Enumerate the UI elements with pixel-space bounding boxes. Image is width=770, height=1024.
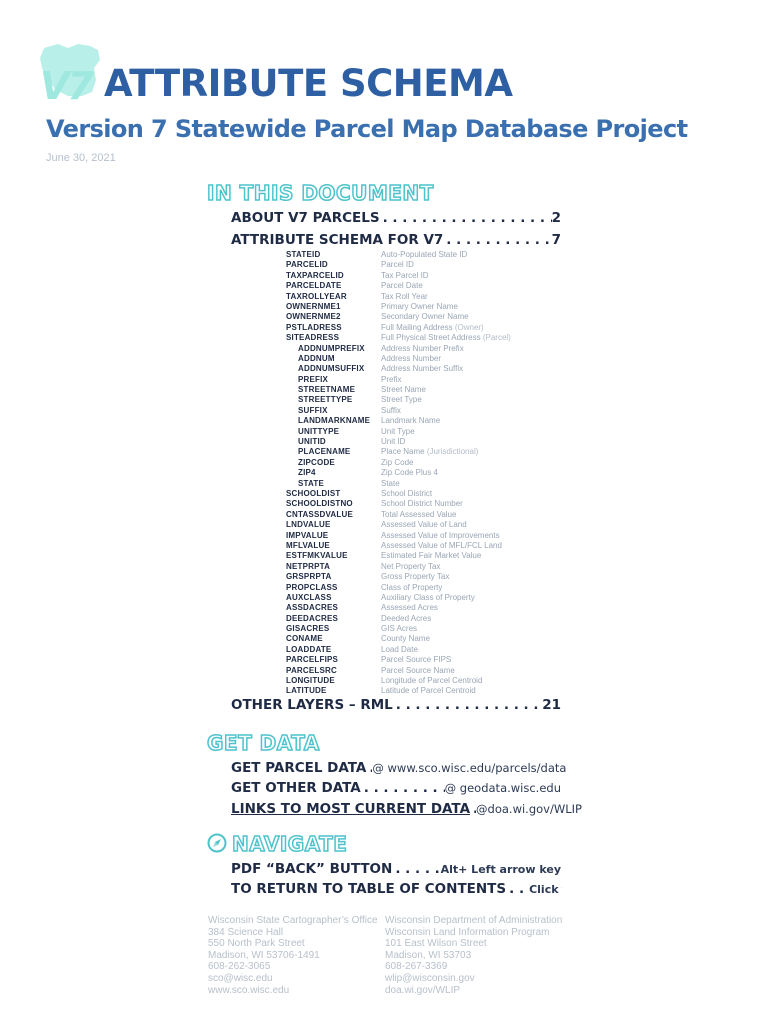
attribute-name: AUXCLASS bbox=[286, 592, 332, 602]
attribute-name: STATE bbox=[298, 478, 325, 488]
attribute-name: MFLVALUE bbox=[286, 540, 330, 550]
attribute-name: ASSDACRES bbox=[286, 603, 339, 613]
attribute-name: OWNERNME2 bbox=[286, 312, 341, 322]
attribute-row bbox=[286, 551, 586, 561]
attribute-row bbox=[286, 271, 586, 281]
attribute-description-qualifier: (Jurisdictional) bbox=[426, 447, 479, 457]
attribute-description bbox=[381, 614, 431, 624]
attribute-description bbox=[381, 489, 432, 499]
footer-line: Madison, WI 53706-1491 bbox=[208, 949, 320, 961]
link-get-parcel-data[interactable] bbox=[231, 760, 567, 776]
attribute-name: ADDNUMPREFIX bbox=[298, 343, 365, 353]
toc-label: OTHER LAYERS – RML bbox=[231, 697, 393, 713]
toc-link-other-layers[interactable] bbox=[231, 697, 561, 713]
section-heading-navigate: NAVIGATE bbox=[232, 832, 348, 856]
attribute-row bbox=[286, 520, 586, 530]
attribute-row bbox=[286, 344, 586, 354]
attribute-name: CONAME bbox=[286, 634, 323, 644]
nav-label: PDF “BACK” BUTTON bbox=[231, 861, 393, 877]
attribute-description bbox=[381, 437, 405, 447]
attribute-description bbox=[381, 250, 467, 260]
attribute-name: PARCELID bbox=[286, 260, 328, 270]
attribute-description-text: Parcel ID bbox=[381, 260, 414, 270]
attribute-description bbox=[381, 624, 417, 634]
footer-doa-contact bbox=[385, 915, 562, 996]
attribute-name: TAXPARCELID bbox=[286, 270, 344, 280]
attribute-description bbox=[381, 302, 458, 312]
nav-return-to-toc[interactable] bbox=[231, 881, 561, 897]
v7-logo: V7 bbox=[40, 64, 92, 108]
attribute-row bbox=[286, 437, 586, 447]
attribute-description-text: Suffix bbox=[381, 405, 401, 415]
attribute-description-text: Load Date bbox=[381, 644, 418, 654]
attribute-description bbox=[381, 333, 511, 343]
attribute-row bbox=[286, 458, 586, 468]
attribute-name: GISACRES bbox=[286, 624, 330, 634]
toc-page-number: 21 bbox=[542, 697, 561, 713]
attribute-description bbox=[381, 634, 430, 644]
attribute-description bbox=[381, 510, 456, 520]
attribute-name: SCHOOLDISTNO bbox=[286, 499, 353, 509]
attribute-name: ADDNUMSUFFIX bbox=[298, 364, 365, 374]
attribute-list bbox=[286, 250, 586, 697]
footer-email[interactable]: wlip@wisconsin.gov bbox=[385, 972, 475, 984]
attribute-description-text: Auto-Populated State ID bbox=[381, 250, 468, 259]
footer-line: 384 Science Hall bbox=[208, 926, 284, 938]
toc-leader bbox=[443, 232, 551, 248]
attribute-row bbox=[286, 281, 586, 291]
compass-icon bbox=[207, 833, 227, 853]
attribute-description bbox=[381, 260, 414, 270]
attribute-row bbox=[286, 614, 586, 624]
footer-sco-contact bbox=[208, 915, 378, 996]
attribute-description bbox=[381, 458, 413, 468]
attribute-description-text: Primary Owner Name bbox=[381, 301, 458, 311]
toc-label: ABOUT V7 PARCELS bbox=[231, 210, 380, 226]
attribute-description bbox=[381, 655, 451, 665]
footer-line: Wisconsin State Cartographer’s Office bbox=[208, 915, 378, 926]
attribute-name: LATITUDE bbox=[286, 686, 327, 696]
attribute-description bbox=[381, 395, 422, 405]
footer-line: Madison, WI 53703 bbox=[385, 949, 472, 961]
footer-line: Wisconsin Land Information Program bbox=[385, 926, 550, 938]
attribute-description-text: Latitude of Parcel Centroid bbox=[381, 686, 476, 696]
link-url[interactable]: @ geodata.wisc.edu bbox=[444, 781, 561, 795]
attribute-row bbox=[286, 655, 586, 665]
attribute-description-text: Full Physical Street Address bbox=[381, 333, 481, 343]
toc-page-number: 2 bbox=[551, 210, 561, 226]
footer-line: Wisconsin Department of Administration bbox=[385, 915, 563, 926]
attribute-row bbox=[286, 333, 586, 343]
attribute-name: SITEADRESS bbox=[286, 333, 340, 343]
link-url[interactable]: @doa.wi.gov/WLIP bbox=[476, 802, 582, 816]
attribute-row bbox=[286, 260, 586, 270]
toc-leader bbox=[380, 210, 552, 226]
attribute-description bbox=[381, 645, 418, 655]
attribute-description-text: Assessed Acres bbox=[381, 603, 438, 613]
attribute-description-text: State bbox=[381, 478, 400, 488]
toc-label: ATTRIBUTE SCHEMA FOR V7 bbox=[231, 232, 444, 248]
attribute-row bbox=[286, 583, 586, 593]
attribute-row bbox=[286, 416, 586, 426]
footer-line: 101 East Wilson Street bbox=[385, 938, 487, 950]
attribute-row bbox=[286, 375, 586, 385]
attribute-description-text: Deeded Acres bbox=[381, 613, 432, 623]
attribute-name: STREETTYPE bbox=[298, 395, 353, 405]
footer-website[interactable]: doa.wi.gov/WLIP bbox=[385, 984, 461, 996]
click-hint: Click bbox=[529, 883, 559, 896]
attribute-description-text: Gross Property Tax bbox=[381, 572, 450, 582]
attribute-name: GRSPRPTA bbox=[286, 572, 332, 582]
attribute-name: LOADDATE bbox=[286, 644, 332, 654]
attribute-description bbox=[381, 551, 481, 561]
attribute-description-text: Full Mailing Address bbox=[381, 322, 453, 332]
page-title: ATTRIBUTE SCHEMA bbox=[104, 62, 513, 105]
attribute-row bbox=[286, 447, 586, 457]
link-label: LINKS TO MOST CURRENT DATA bbox=[231, 801, 471, 817]
attribute-description bbox=[381, 676, 482, 686]
toc-link-about-v7-parcels[interactable] bbox=[231, 210, 561, 226]
attribute-description-text: School District Number bbox=[381, 499, 463, 509]
attribute-row bbox=[286, 634, 586, 644]
attribute-description bbox=[381, 603, 438, 613]
attribute-row bbox=[286, 489, 586, 499]
toc-link-attribute-schema[interactable] bbox=[231, 232, 561, 248]
attribute-description-text: Parcel Source Name bbox=[381, 665, 455, 675]
footer-email[interactable]: sco@wisc.edu bbox=[208, 972, 273, 984]
section-heading-in-this-document: IN THIS DOCUMENT bbox=[207, 181, 434, 205]
attribute-name: TAXROLLYEAR bbox=[286, 291, 347, 301]
attribute-description-text: Prefix bbox=[381, 374, 402, 384]
attribute-name: CNTASSDVALUE bbox=[286, 509, 353, 519]
attribute-description-text: County Name bbox=[381, 634, 430, 644]
attribute-description bbox=[381, 281, 423, 291]
attribute-name: SCHOOLDIST bbox=[286, 488, 341, 498]
attribute-row bbox=[286, 562, 586, 572]
attribute-description bbox=[381, 593, 475, 603]
attribute-description bbox=[381, 686, 476, 696]
attribute-description-text: Zip Code Plus 4 bbox=[381, 468, 438, 478]
attribute-description bbox=[381, 344, 464, 354]
attribute-description-text: Unit ID bbox=[381, 437, 406, 447]
attribute-row bbox=[286, 354, 586, 364]
attribute-name: LNDVALUE bbox=[286, 520, 331, 530]
attribute-description-qualifier: (Parcel) bbox=[482, 333, 511, 343]
attribute-description-text: Estimated Fair Market Value bbox=[381, 551, 482, 561]
attribute-description-text: Assessed Value of Land bbox=[381, 520, 467, 530]
section-heading-get-data: GET DATA bbox=[207, 731, 320, 755]
link-get-other-data[interactable] bbox=[231, 780, 561, 796]
attribute-name: PARCELDATE bbox=[286, 281, 342, 291]
attribute-row bbox=[286, 364, 586, 374]
attribute-description bbox=[381, 323, 484, 333]
attribute-name: ZIP4 bbox=[298, 468, 316, 478]
attribute-description-text: Place Name bbox=[381, 447, 425, 457]
attribute-row bbox=[286, 385, 586, 395]
attribute-description-text: Class of Property bbox=[381, 582, 443, 592]
link-label: GET PARCEL DATA bbox=[231, 760, 367, 776]
nav-label: TO RETURN TO TABLE OF CONTENTS bbox=[231, 881, 507, 897]
attribute-row bbox=[286, 302, 586, 312]
link-url[interactable]: @ www.sco.wisc.edu/parcels/data bbox=[372, 761, 567, 775]
attribute-description bbox=[381, 520, 467, 530]
attribute-row bbox=[286, 572, 586, 582]
attribute-name: UNITTYPE bbox=[298, 426, 340, 436]
attribute-name: NETPRPTA bbox=[286, 561, 331, 571]
attribute-description bbox=[381, 364, 463, 374]
attribute-row bbox=[286, 312, 586, 322]
attribute-name: PARCELSRC bbox=[286, 665, 337, 675]
attribute-name: DEEDACRES bbox=[286, 613, 339, 623]
attribute-description-text: GIS Acres bbox=[381, 624, 418, 634]
attribute-name: ESTFMKVALUE bbox=[286, 551, 348, 561]
attribute-name: PSTLADRESS bbox=[286, 322, 342, 332]
attribute-row bbox=[286, 406, 586, 416]
attribute-row bbox=[286, 603, 586, 613]
attribute-description-text: Assessed Value of Improvements bbox=[381, 530, 500, 540]
attribute-name: SUFFIX bbox=[298, 405, 328, 415]
attribute-description bbox=[381, 572, 449, 582]
link-most-current-data[interactable] bbox=[231, 801, 582, 817]
attribute-description-text: Assessed Value of MFL/FCL Land bbox=[381, 540, 502, 550]
attribute-row bbox=[286, 292, 586, 302]
attribute-description bbox=[381, 666, 455, 676]
attribute-description-text: Auxiliary Class of Property bbox=[381, 592, 475, 602]
attribute-row bbox=[286, 499, 586, 509]
attribute-name: UNITID bbox=[298, 437, 326, 447]
attribute-row bbox=[286, 427, 586, 437]
attribute-row bbox=[286, 510, 586, 520]
attribute-name: ZIPCODE bbox=[298, 457, 335, 467]
attribute-row bbox=[286, 666, 586, 676]
attribute-description-text: Address Number bbox=[381, 353, 442, 363]
page-subtitle: Version 7 Statewide Parcel Map Database Project bbox=[46, 115, 688, 143]
attribute-row bbox=[286, 323, 586, 333]
attribute-name: PLACENAME bbox=[298, 447, 351, 457]
toc-leader bbox=[361, 780, 445, 796]
attribute-name: OWNERNME1 bbox=[286, 301, 341, 311]
attribute-description bbox=[381, 354, 441, 364]
attribute-description-text: Address Number Prefix bbox=[381, 343, 464, 353]
footer-line: 550 North Park Street bbox=[208, 938, 305, 950]
attribute-description-text: Parcel Date bbox=[381, 281, 423, 291]
attribute-description bbox=[381, 312, 469, 322]
attribute-row bbox=[286, 645, 586, 655]
attribute-description-text: Secondary Owner Name bbox=[381, 312, 469, 322]
attribute-description bbox=[381, 427, 415, 437]
attribute-name: IMPVALUE bbox=[286, 530, 329, 540]
attribute-row bbox=[286, 531, 586, 541]
attribute-description bbox=[381, 583, 442, 593]
attribute-description bbox=[381, 292, 428, 302]
attribute-description-text: Total Assessed Value bbox=[381, 509, 457, 519]
attribute-row bbox=[286, 250, 586, 260]
attribute-name: LONGITUDE bbox=[286, 676, 335, 686]
attribute-description-text: Unit Type bbox=[381, 426, 415, 436]
attribute-description bbox=[381, 271, 429, 281]
attribute-name: ADDNUM bbox=[298, 353, 335, 363]
attribute-row bbox=[286, 593, 586, 603]
keyboard-shortcut: Alt+ Left arrow key bbox=[440, 863, 561, 876]
publication-date: June 30, 2021 bbox=[46, 152, 116, 164]
attribute-description-text: Tax Roll Year bbox=[381, 291, 428, 301]
attribute-description bbox=[381, 531, 500, 541]
attribute-description-text: Landmark Name bbox=[381, 416, 441, 426]
nav-back-button-hint bbox=[231, 861, 561, 877]
attribute-description-text: Street Name bbox=[381, 385, 426, 395]
link-label: GET OTHER DATA bbox=[231, 780, 361, 796]
attribute-name: LANDMARKNAME bbox=[298, 416, 371, 426]
attribute-row bbox=[286, 479, 586, 489]
attribute-description bbox=[381, 406, 401, 416]
attribute-description-text: Longitude of Parcel Centroid bbox=[381, 676, 483, 686]
attribute-description-text: School District bbox=[381, 488, 433, 498]
toc-leader bbox=[392, 861, 440, 877]
attribute-name: PROPCLASS bbox=[286, 582, 338, 592]
attribute-description bbox=[381, 416, 440, 426]
attribute-row bbox=[286, 624, 586, 634]
attribute-name: STREETNAME bbox=[298, 385, 356, 395]
attribute-description bbox=[381, 479, 400, 489]
attribute-description-text: Tax Parcel ID bbox=[381, 270, 429, 280]
attribute-description bbox=[381, 385, 426, 395]
toc-leader bbox=[506, 881, 529, 897]
toc-page-number: 7 bbox=[551, 232, 561, 248]
attribute-description-text: Parcel Source FIPS bbox=[381, 655, 452, 665]
attribute-description-text: Zip Code bbox=[381, 457, 414, 467]
attribute-name: PARCELFIPS bbox=[286, 655, 339, 665]
footer-line: 608-262-3065 bbox=[208, 961, 271, 973]
attribute-row bbox=[286, 395, 586, 405]
attribute-row bbox=[286, 468, 586, 478]
attribute-description bbox=[381, 447, 478, 457]
footer-line: 608-267-3369 bbox=[385, 961, 448, 973]
attribute-description bbox=[381, 562, 440, 572]
attribute-description bbox=[381, 499, 463, 509]
attribute-description-text: Net Property Tax bbox=[381, 561, 441, 571]
attribute-description bbox=[381, 468, 438, 478]
footer-website[interactable]: www.sco.wisc.edu bbox=[208, 984, 290, 996]
attribute-row bbox=[286, 686, 586, 696]
attribute-row bbox=[286, 676, 586, 686]
attribute-description bbox=[381, 375, 401, 385]
attribute-description-qualifier: (Owner) bbox=[454, 322, 484, 332]
attribute-name: PREFIX bbox=[298, 374, 329, 384]
attribute-row bbox=[286, 541, 586, 551]
attribute-description bbox=[381, 541, 502, 551]
attribute-name: STATEID bbox=[286, 250, 321, 259]
toc-leader bbox=[393, 697, 542, 713]
attribute-description-text: Address Number Suffix bbox=[381, 364, 464, 374]
attribute-description-text: Street Type bbox=[381, 395, 422, 405]
